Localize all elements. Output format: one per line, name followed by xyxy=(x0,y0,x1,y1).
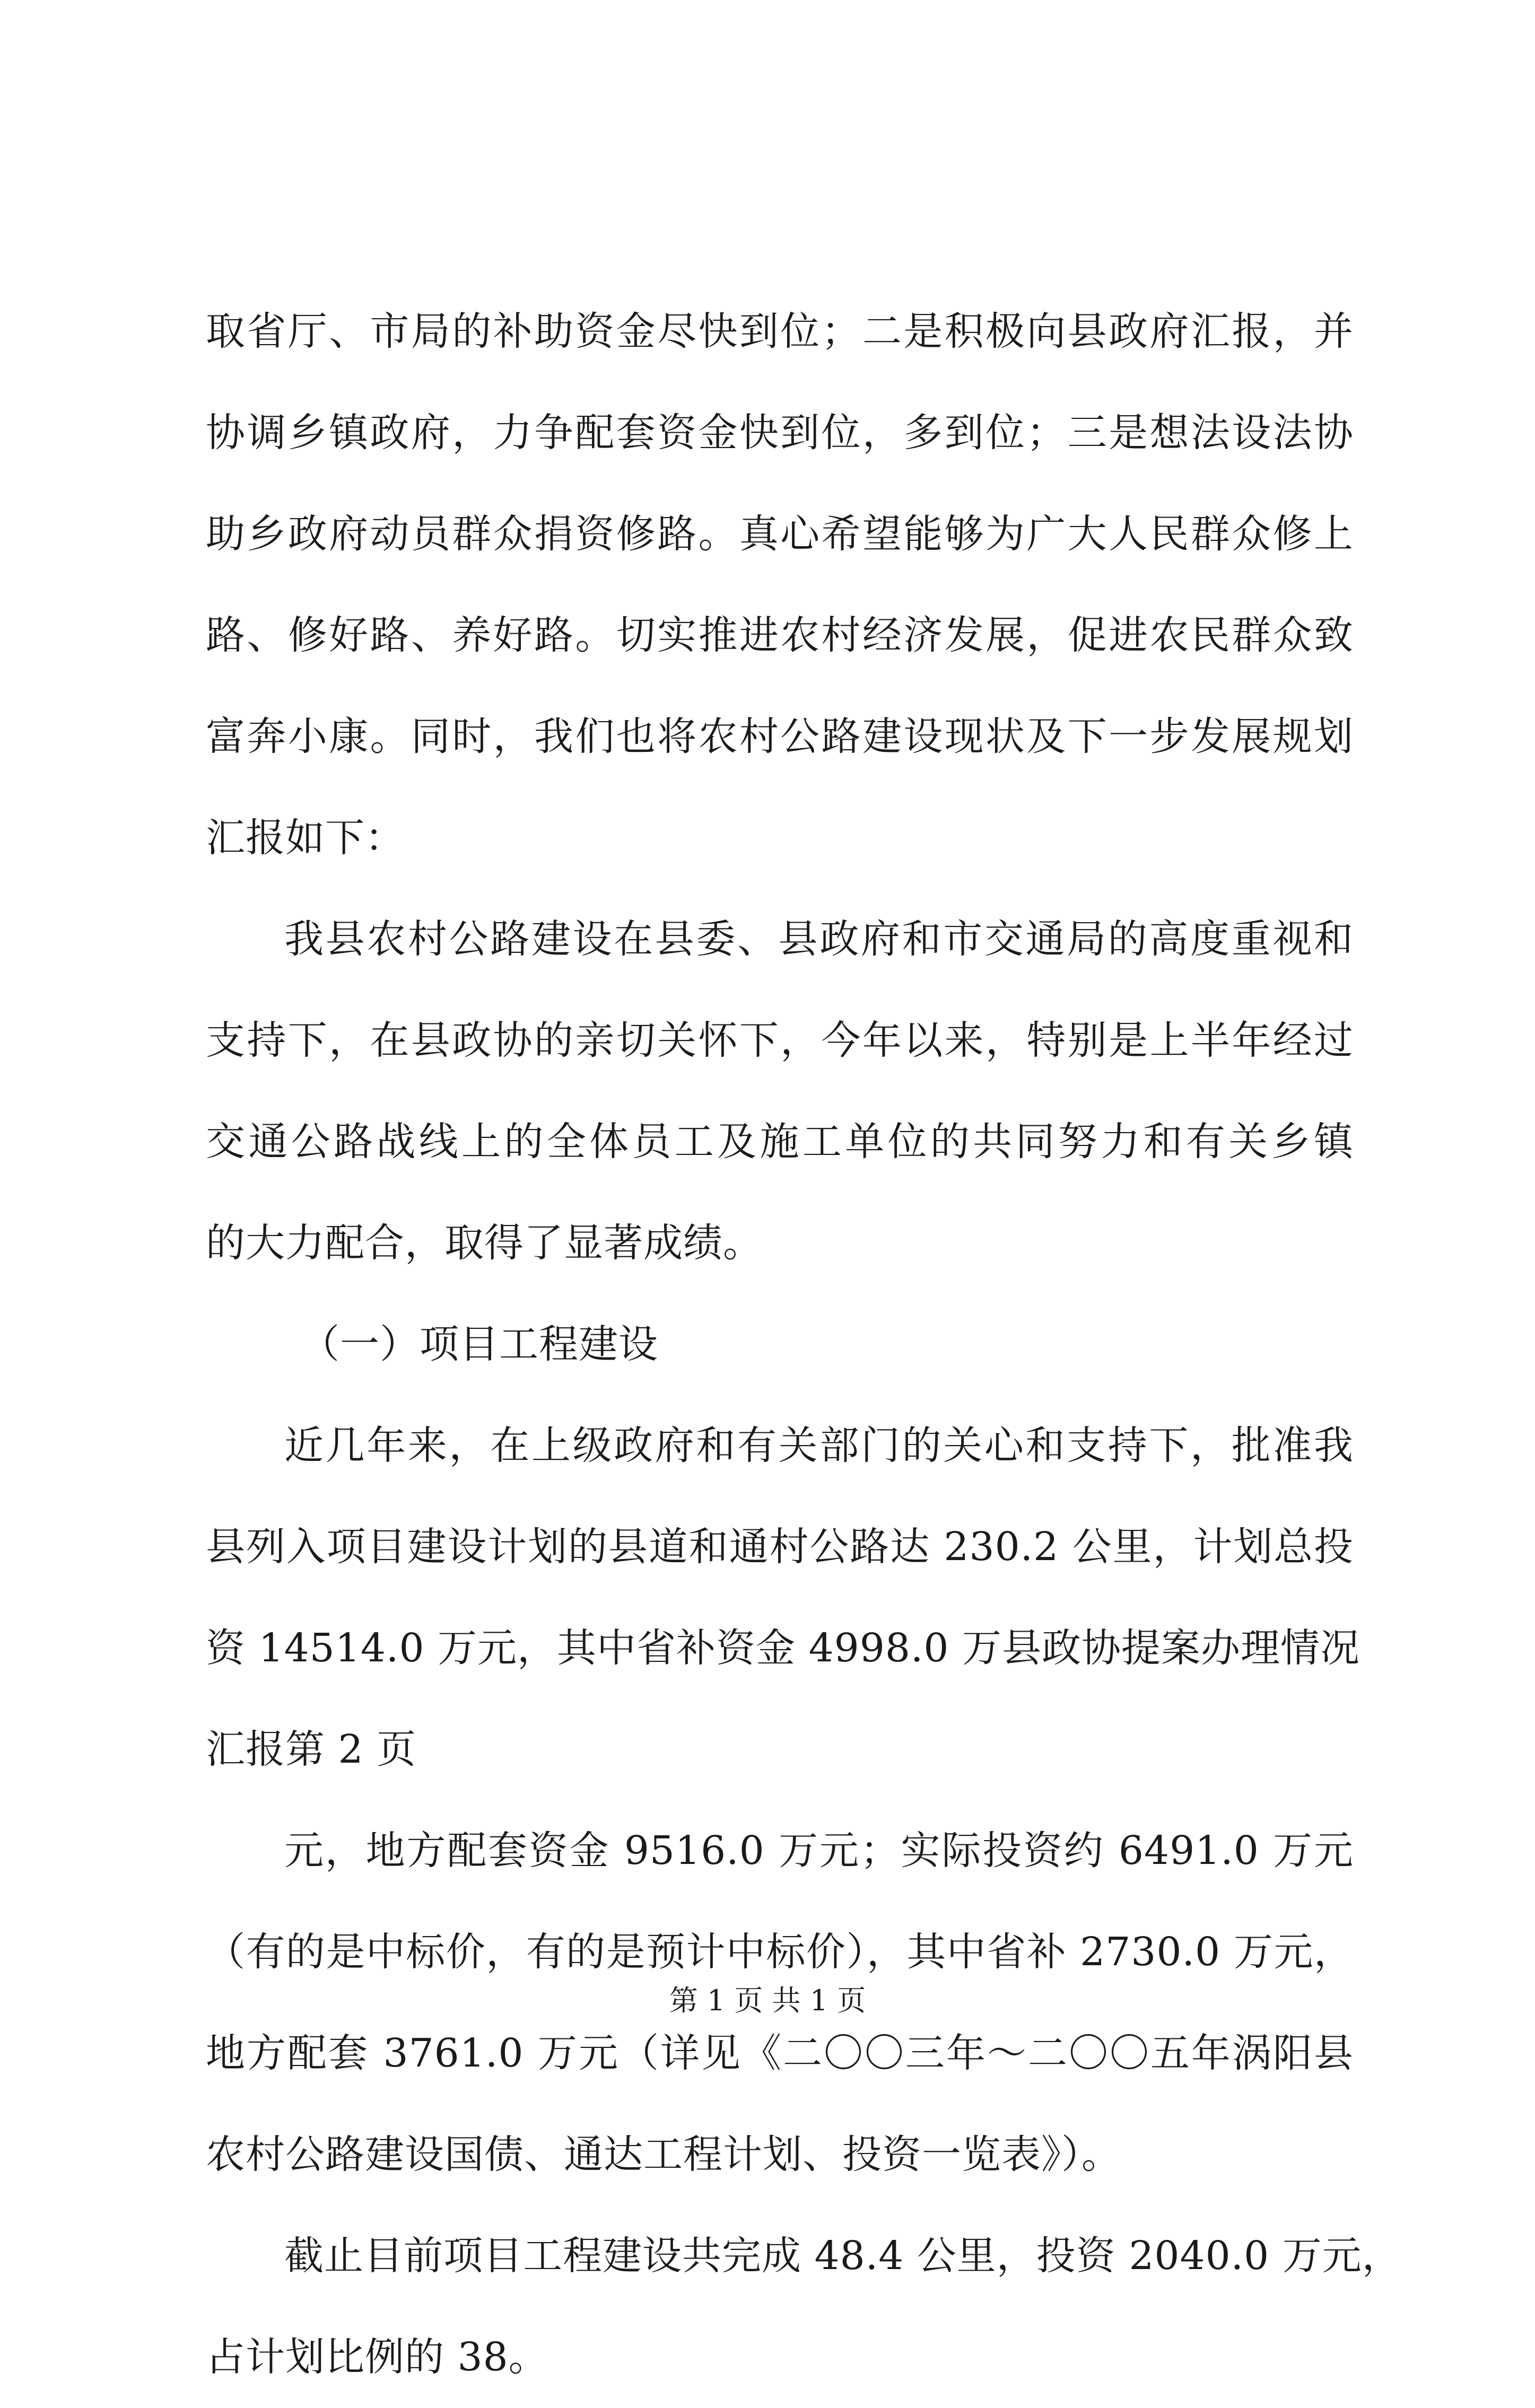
document-body xyxy=(206,281,1402,2408)
paragraph-line: 地方配套 3761.0 万元（详见《二〇〇三年～二〇〇五年涡阳县 xyxy=(206,2030,1354,2076)
paragraph-line: 占计划比例的 38。 xyxy=(206,2334,548,2380)
paragraph-line: 资 14514.0 万元，其中省补资金 4998.0 万县政协提案办理情况 xyxy=(206,1625,1360,1671)
paragraph-line: 截止目前项目工程建设共完成 48.4 公里，投资 2040.0 万元， xyxy=(284,2233,1402,2279)
paragraph-line: 富奔小康。同时，我们也将农村公路建设现状及下一步发展规划 xyxy=(206,714,1354,759)
section-heading: （一）项目工程建设 xyxy=(300,1321,658,1367)
paragraph-line: 我县农村公路建设在县委、县政府和市交通局的高度重视和 xyxy=(284,916,1354,962)
paragraph-line: 助乡政府动员群众捐资修路。真心希望能够为广大人民群众修上 xyxy=(206,511,1354,557)
paragraph-line: 取省厅、市局的补助资金尽快到位；二是积极向县政府汇报，并 xyxy=(206,309,1354,354)
paragraph-line: 的大力配合，取得了显著成绩。 xyxy=(206,1220,763,1266)
paragraph-line: 汇报如下： xyxy=(206,815,405,861)
paragraph-line: 路、修好路、养好路。切实推进农村经济发展，促进农民群众致 xyxy=(206,612,1354,658)
paragraph-line: 协调乡镇政府，力争配套资金快到位，多到位；三是想法设法协 xyxy=(206,410,1354,456)
paragraph-line: （有的是中标价，有的是预计中标价），其中省补 2730.0 万元， xyxy=(206,1929,1354,1975)
paragraph-line: 农村公路建设国债、通达工程计划、投资一览表》）。 xyxy=(206,2132,1121,2177)
paragraph-line: 汇报第 2 页 xyxy=(206,1727,417,1772)
paragraph-line: 近几年来，在上级政府和有关部门的关心和支持下，批准我 xyxy=(284,1423,1354,1468)
paragraph-line: 支持下，在县政协的亲切关怀下，今年以来，特别是上半年经过 xyxy=(206,1018,1354,1063)
paragraph-line: 县列入项目建设计划的县道和通村公路达 230.2 公里，计划总投 xyxy=(206,1524,1354,1570)
paragraph-line: 交通公路战线上的全体员工及施工单位的共同努力和有关乡镇 xyxy=(206,1119,1354,1164)
page-footer: 第 1 页 共 1 页 xyxy=(669,1984,866,2017)
paragraph-line: 元，地方配套资金 9516.0 万元；实际投资约 6491.0 万元 xyxy=(284,1828,1354,1873)
